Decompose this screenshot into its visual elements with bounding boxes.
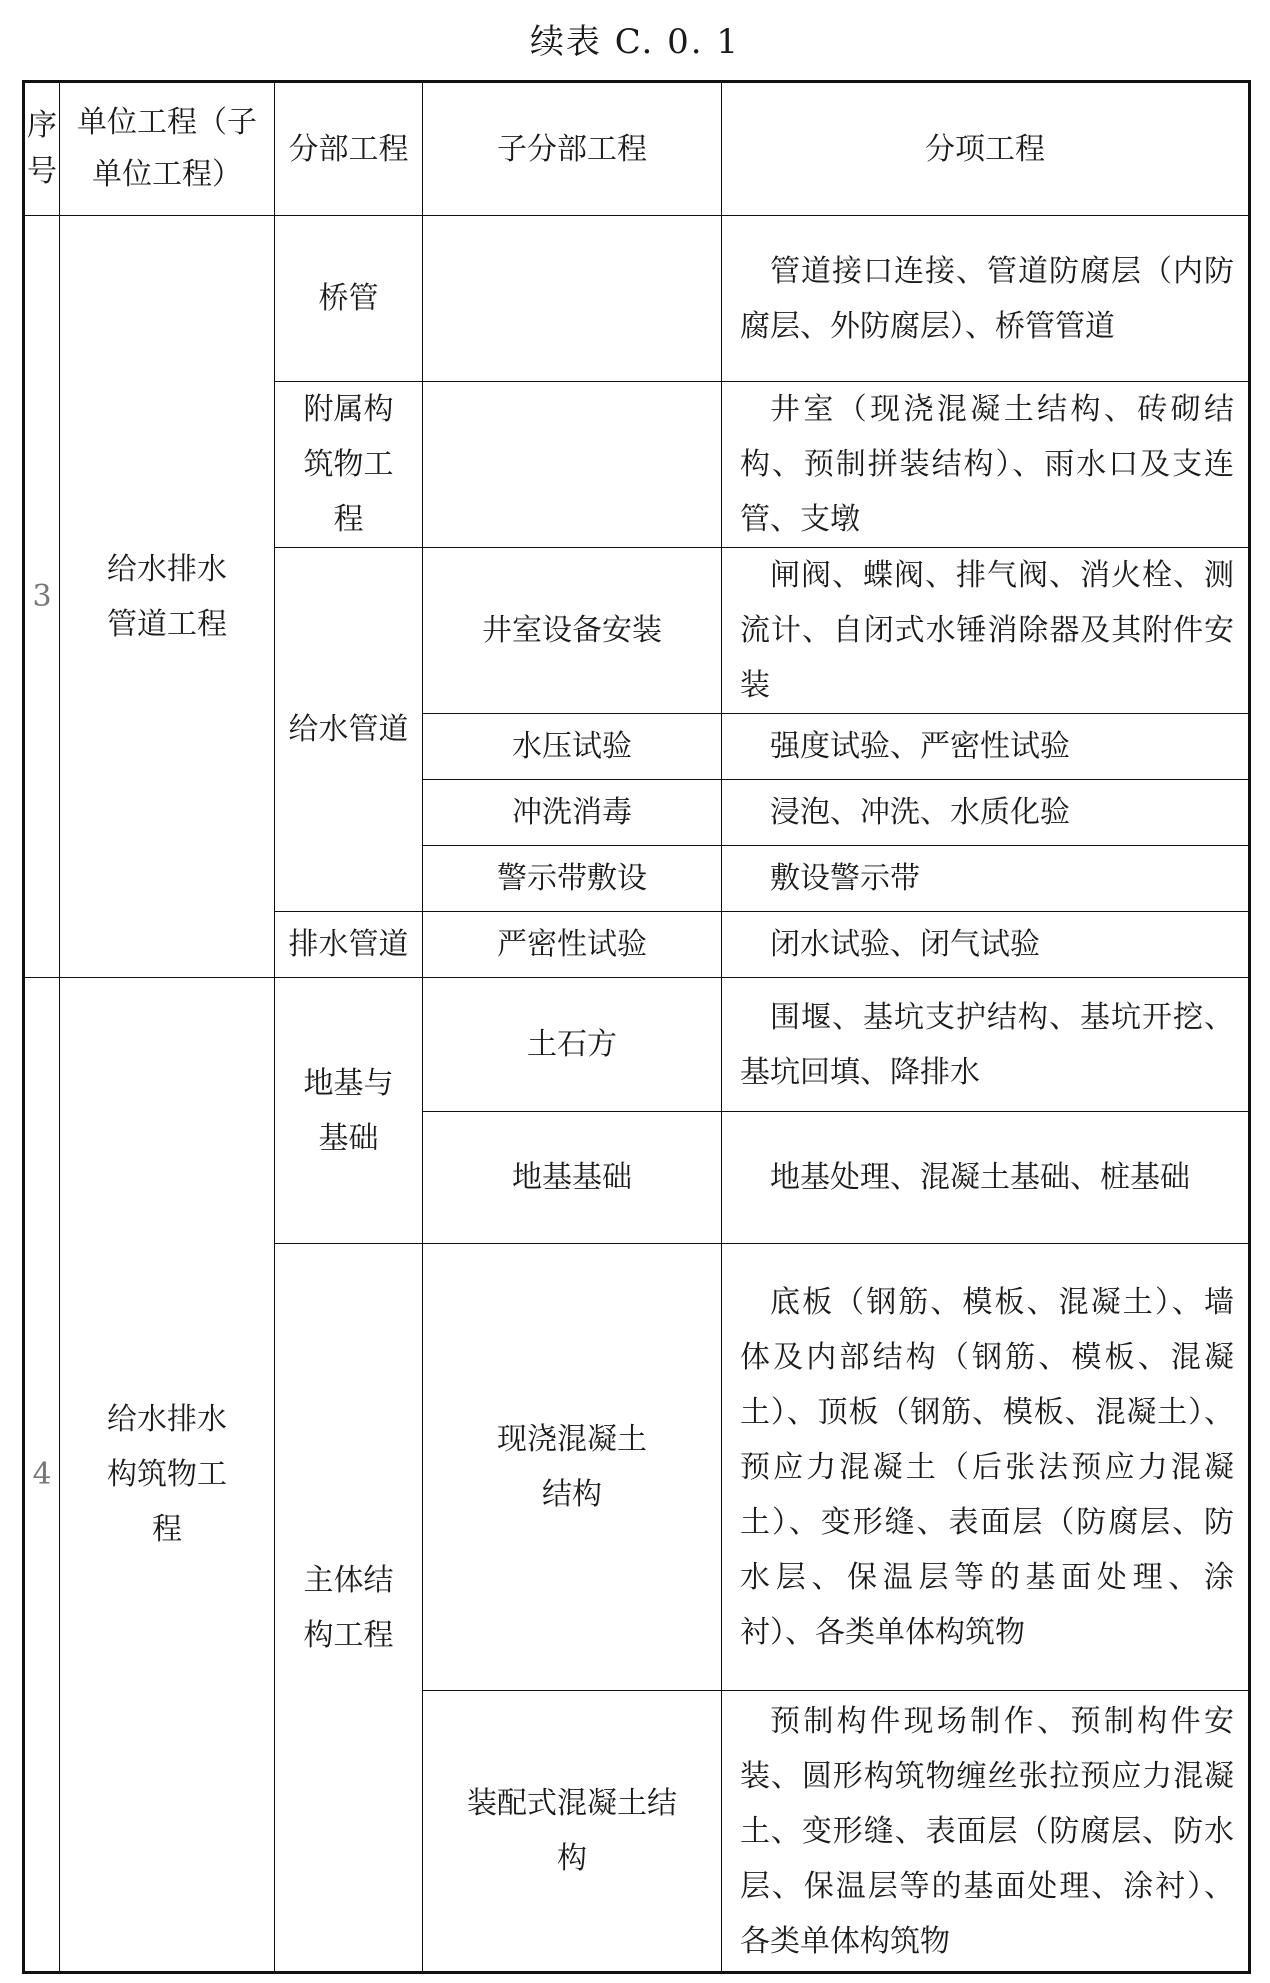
- division-cell: 主体结构工程: [275, 1244, 423, 1973]
- table-row: [24, 216, 1250, 382]
- division-cell: 给水管道: [275, 548, 423, 912]
- header-item: 分项工程: [722, 82, 1250, 216]
- table-row: [24, 978, 1250, 1112]
- header-unit: 单位工程（子单位工程）: [60, 82, 275, 216]
- division-table: [22, 80, 1251, 1974]
- item-cell: 井室（现浇混凝土结构、砖砌结构、预制拼装结构）、雨水口及支连管、支墩: [722, 382, 1250, 548]
- subdivision-cell: 水压试验: [423, 714, 722, 780]
- division-cell: 桥管: [275, 216, 423, 382]
- header-seq: 序号: [24, 82, 60, 216]
- subdivision-cell: 警示带敷设: [423, 846, 722, 912]
- item-cell: 闭水试验、闭气试验: [722, 912, 1250, 978]
- subdivision-cell: [423, 382, 722, 548]
- item-cell: 闸阀、蝶阀、排气阀、消火栓、测流计、自闭式水锤消除器及其附件安装: [722, 548, 1250, 714]
- item-cell: 管道接口连接、管道防腐层（内防腐层、外防腐层）、桥管管道: [722, 216, 1250, 382]
- subdivision-cell: [423, 216, 722, 382]
- subdivision-cell: 地基基础: [423, 1112, 722, 1244]
- item-cell: 预制构件现场制作、预制构件安装、圆形构筑物缠丝张拉预应力混凝土、变形缝、表面层（防腐层、防水层、保温层等的基面处理、涂衬）、各类单体构筑物: [722, 1691, 1250, 1973]
- subdivision-cell: 严密性试验: [423, 912, 722, 978]
- division-cell: 地基与基础: [275, 978, 423, 1244]
- subdivision-cell: 土石方: [423, 978, 722, 1112]
- subdivision-cell: 装配式混凝土结构: [423, 1691, 722, 1973]
- division-cell: 排水管道: [275, 912, 423, 978]
- item-cell: 地基处理、混凝土基础、桩基础: [722, 1112, 1250, 1244]
- item-cell: 强度试验、严密性试验: [722, 714, 1250, 780]
- table-header-row: [24, 82, 1250, 216]
- header-division: 分部工程: [275, 82, 423, 216]
- table-title: 续表 C. 0. 1: [529, 22, 741, 62]
- subdivision-cell: 现浇混凝土结构: [423, 1244, 722, 1691]
- unit-cell: 给水排水管道工程: [60, 216, 275, 978]
- subdivision-cell: 冲洗消毒: [423, 780, 722, 846]
- item-cell: 围堰、基坑支护结构、基坑开挖、基坑回填、降排水: [722, 978, 1250, 1112]
- item-cell: 底板（钢筋、模板、混凝土）、墙体及内部结构（钢筋、模板、混凝土）、顶板（钢筋、模板、混凝土）、预应力混凝土（后张法预应力混凝土）、变形缝、表面层（防腐层、防水层、保温层等的基面处理、涂衬）、各类单体构筑物: [722, 1244, 1250, 1691]
- unit-cell: 给水排水构筑物工程: [60, 978, 275, 1973]
- seq-cell: 3: [24, 216, 60, 978]
- item-cell: 浸泡、冲洗、水质化验: [722, 780, 1250, 846]
- item-cell: 敷设警示带: [722, 846, 1250, 912]
- division-cell: 附属构筑物工程: [275, 382, 423, 548]
- header-subdivision: 子分部工程: [423, 82, 722, 216]
- subdivision-cell: 井室设备安装: [423, 548, 722, 714]
- seq-cell: 4: [24, 978, 60, 1973]
